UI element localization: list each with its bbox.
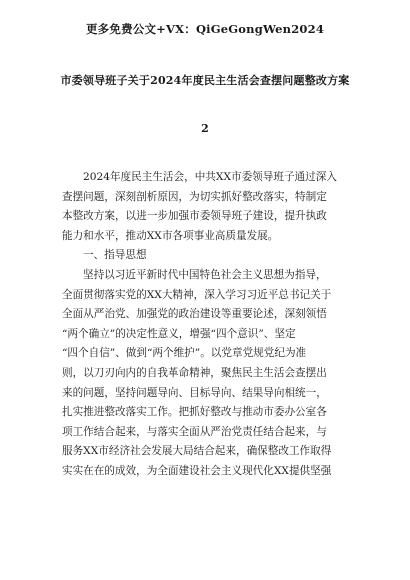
text-line: 能力和水平，推动XX市各项事业高质量发展。 — [62, 229, 279, 242]
text-line: 则，以刀刃向内的自我革命精神，聚焦民主生活会查摆出 — [62, 366, 327, 379]
document-body — [62, 168, 354, 482]
text-line: 查摆问题，深刻剖析原因，为切实抓好整改落实，特制定 — [62, 190, 327, 203]
text-line: 全面贯彻落实党的XX大精神，深入学习习近平总书记关于 — [62, 288, 332, 301]
text-line: 2024年度民主生活会，中共XX市委领导班子通过深入 — [83, 171, 337, 183]
text-line: 服务XX市经济社会发展大局结合起来，确保整改工作取得 — [62, 445, 332, 458]
text-line: 本整改方案，以进一步加强市委领导班子建设，提升执政 — [62, 210, 327, 223]
text-line: 实实在在的成效，为全面建设社会主义现代化XX提供坚强 — [62, 464, 332, 477]
paragraph-intro — [62, 168, 354, 246]
page-number: 2 — [201, 122, 209, 135]
section-heading — [62, 246, 354, 266]
text-line: 全面从严治党、加强党的政治建设等重要论述，深刻领悟 — [62, 308, 327, 321]
section-heading-text: 一、指导思想 — [83, 249, 147, 262]
text-line: “两个确立”的决定性意义，增强“四个意识”、坚定 — [62, 327, 296, 340]
document-title: 市委领导班子关于2024年度民主生活会查摆问题整改方案 — [60, 74, 350, 87]
text-line: “四个自信”、做到“两个维护”。以党章党规党纪为准 — [62, 347, 307, 360]
promo-header: 更多免费公文+VX：QiGeGongWen2024 — [85, 22, 325, 36]
text-line: 项工作结合起来，与落实全面从严治党责任结合起来，与 — [62, 425, 327, 438]
paragraph-guiding-thought — [62, 266, 354, 482]
text-line: 扎实推进整改落实工作。把抓好整改与推动市委办公室各 — [62, 406, 327, 419]
text-line: 来的问题，坚持问题导向、目标导向、结果导向相统一， — [62, 386, 327, 399]
text-line: 坚持以习近平新时代中国特色社会主义思想为指导， — [83, 268, 327, 281]
